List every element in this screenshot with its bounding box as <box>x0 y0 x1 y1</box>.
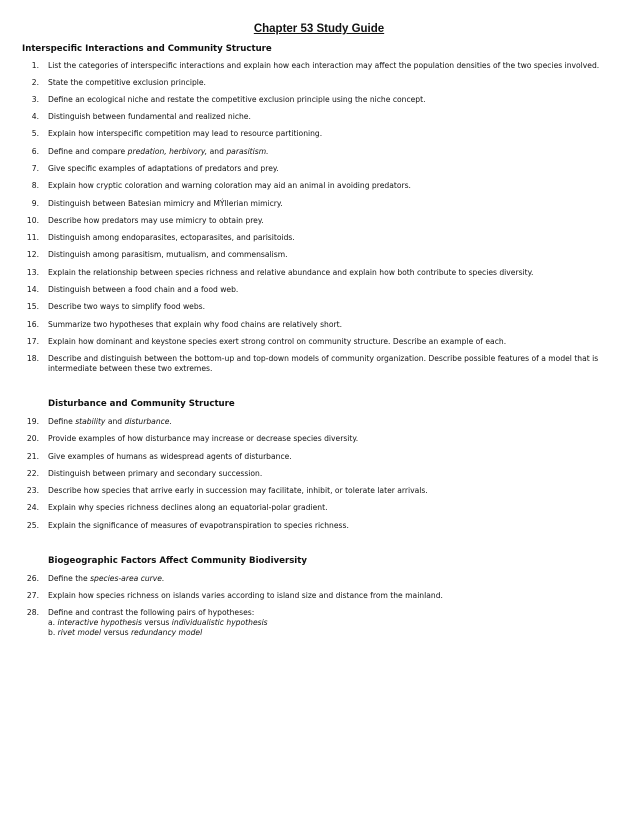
sub-item: b. rivet model versus redundancy model <box>48 628 203 637</box>
section-heading-disturbance: Disturbance and Community Structure <box>48 399 235 409</box>
section-heading-interspecific: Interspecific Interactions and Community Structure <box>22 44 272 54</box>
sub-item: a. interactive hypothesis versus individualistic hypothesis <box>48 618 268 627</box>
page-title: Chapter 53 Study Guide <box>253 23 385 35</box>
document-page: Chapter 53 Study Guide Interspecific Interactions and Community Structure 1. List the categories of interspecific interactions and explain how each interaction may affect the population densities of the two species involved. 2. State the competitive exclusion principle. 3. Define an ecological niche and restate the competitive exclusion principle using the niche concept. 4. Distinguish between fundamental and realized niche. 5. Explain how interspecific competition may lead to resource partitioning. 6. Define and compare predation, herbivory, and parasitism. 7. Give specific examples of adaptations of predators and prey. 8. Explain how cryptic coloration and warning coloration may aid an animal in avoiding predators. 9. Distinguish between Batesian mimicry and MÝllerian mimicry. 10. Describe how predators may use mimicry to obtain prey. 11. Distinguish among endoparasites, ectoparasites, and parisitoids. 12. Distinguish among parasitism, mutualism, and commensalism. 13. Explain the relationship between species richness and relative abundance and explain how both contribute to species diversity. 14. Distinguish between a food chain and a food web. 15. Describe two ways to simplify food webs. 16. Summarize two hypotheses that explain why food chains are relatively short. 17. Explain how dominant and keystone species exert strong control on community structure. Describe an example of each. 18. Describe and distinguish between the bottom-up and top-down models of community organization. Describe possible features of a model that is intermediate between these two extremes. Disturbance and Community Structure 19. Define stability and disturbance. 20. Provide examples of how disturbance may increase or decrease species diversity. 21. Give examples of humans as widespread agents of disturbance. 22. Distinguish between primary and secondary succession. 23. Describe how species that arrive early in succession may facilitate, inhibit, or tolerate later arrivals. 24. Explain why species richness declines along an equatorial-polar gradient. 25. Explain the significance of measures of evapotranspiration to species richness. Biogeographic Factors Affect Community Biodiversity 26. Define the species-area curve. 27. Explain how species richness on islands varies according to island size and distance from the mainland. 28. Define and contrast the following pairs of hypotheses: a. interactive hypothesis versus individualistic hypothesis b. rivet model versus redundancy model <box>0 0 638 826</box>
section-heading-biogeographic: Biogeographic Factors Affect Community Biodiversity <box>48 556 307 566</box>
